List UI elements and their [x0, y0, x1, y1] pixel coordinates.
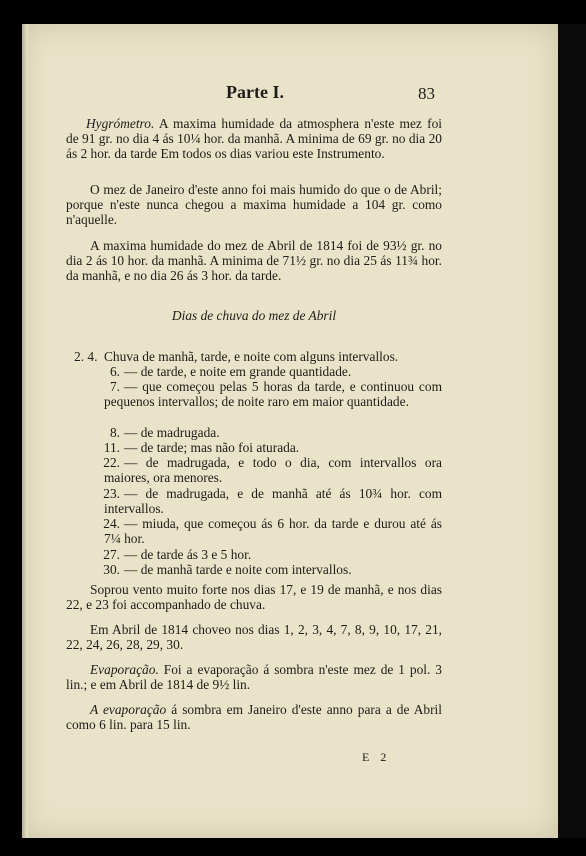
rain-day-number: 27.	[103, 547, 120, 562]
rain-day-text: — de tarde ás 3 e 5 hor.	[124, 547, 252, 562]
rain-day-text: — de madrugada, e de manhã até ás 10¾ hor. com intervallos.	[104, 486, 442, 517]
paragraph-janeiro: O mez de Janeiro d'este anno foi mais humido do que o de Abril; porque n'este nunca chegou a maxima humidade a 104 gr. como n'aquelle.	[66, 182, 442, 228]
rain-day-text: — miuda, que começou ás 6 hor. da tarde e durou até ás 7¼ hor.	[104, 516, 442, 547]
paragraph-evap-janeiro	[66, 702, 442, 732]
rain-day-number: 6.	[109, 364, 120, 379]
signature-mark: E 2	[362, 750, 391, 764]
evap-janeiro-label: A evaporação	[90, 702, 167, 717]
paragraph-abril-1814-rain: Em Abril de 1814 choveo nos dias 1, 2, 3, 4, 7, 8, 9, 10, 17, 21, 22, 24, 26, 28, 29, 30.	[66, 622, 442, 653]
rain-day-number: 7.	[109, 379, 120, 394]
rain-day-text: — de madrugada.	[124, 425, 220, 440]
rain-day-text: — de tarde; mas não foi aturada.	[124, 440, 300, 455]
page-number: 83	[418, 84, 435, 103]
evaporacao-label: Evaporação.	[90, 662, 159, 677]
paragraph-vento: Soprou vento muito forte nos dias 17, e 19 de manhã, e nos dias 22, e 23 foi accompanhado de chuva.	[66, 582, 442, 613]
rain-day-number: 2. 4.	[74, 349, 98, 364]
section-title: Dias de chuva do mez de Abril	[171, 308, 337, 323]
rain-day-text: — que começou pelas 5 horas da tarde, e continuou com pequenos intervallos; de noite raro em maior quantidade.	[104, 379, 442, 410]
paragraph-evaporacao	[66, 662, 442, 692]
rain-day-text: — de tarde, e noite em grande quantidade.	[124, 364, 352, 379]
rain-day-number: 22.	[103, 455, 120, 470]
page-gutter	[22, 24, 28, 838]
paragraph-abril-1814: A maxima humidade do mez de Abril de 1814 foi de 93½ gr. no dia 2 ás 10 hor. da manhã. A minima de 71½ gr. no dia 25 ás 11¾ hor. da manhã, e no dia 26 ás 3 hor. da tarde.	[66, 238, 442, 284]
hygrometro-label: Hygrómetro.	[86, 116, 155, 131]
rain-day-number: 8.	[109, 425, 120, 440]
part-title: Parte I.	[226, 82, 284, 102]
page-edge	[558, 24, 586, 838]
evaporacao-text: Foi a evaporação á sombra n'este mez de 1 pol. 3 lin.; e em Abril de 1814 de 9½ lin.	[66, 662, 442, 693]
paragraph-hygrometro	[66, 116, 442, 162]
rain-day-number: 30.	[103, 562, 120, 577]
evap-janeiro-text: á sombra em Janeiro d'este anno para a de Abril como 6 lin. para 15 lin.	[66, 702, 442, 733]
rain-day-number: 11.	[103, 440, 120, 455]
rain-day-text: — de madrugada, e todo o dia, com intervallos ora maiores, ora menores.	[104, 455, 442, 486]
rain-day-number: 24.	[103, 516, 120, 531]
rain-day-text: Chuva de manhã, tarde, e noite com alguns intervallos.	[104, 349, 399, 364]
running-header	[0, 82, 586, 106]
hygrometro-text: A maxima humidade da atmosphera n'este mez foi de 91 gr. no dia 4 ás 10¼ hor. da manhã. A minima de 69 gr. no dia 20 ás 2 hor. da tarde Em todos os dias variou este Instrumento.	[66, 116, 442, 162]
rain-day-number: 23.	[103, 486, 120, 501]
rain-day-text: — de manhã tarde e noite com intervallos.	[124, 562, 352, 577]
